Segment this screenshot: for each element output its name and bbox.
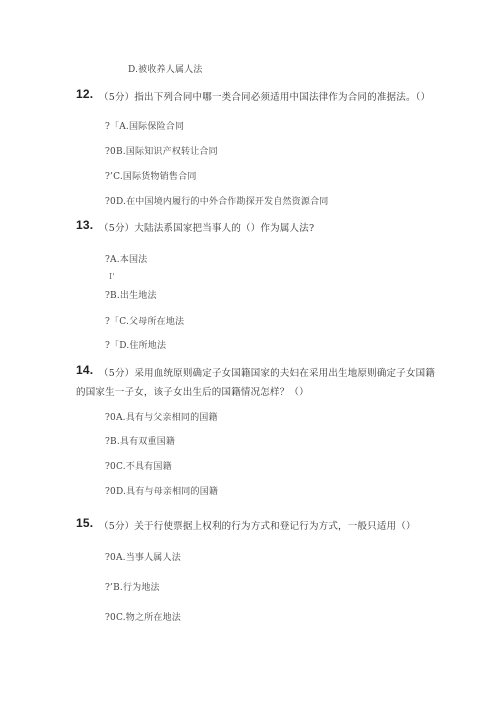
question-14-stem: （5分）采用血统原则确定子女国籍国家的夫妇在采用出生地原则确定子女国籍 bbox=[99, 368, 436, 379]
question-15-number: 15. bbox=[76, 516, 94, 530]
question-14-option-d[interactable]: ?0D.具有与母亲相同的国籍 bbox=[105, 487, 219, 497]
question-12-number: 12. bbox=[76, 87, 94, 101]
question-15-option-c[interactable]: ?0C.物之所在地法 bbox=[105, 613, 181, 623]
question-12-option-a[interactable]: ?「A.国际保险合同 bbox=[105, 122, 185, 132]
question-13-option-d[interactable]: ?「D.住所地法 bbox=[105, 341, 167, 351]
question-13-number: 13. bbox=[76, 218, 94, 232]
question-12-option-b[interactable]: ?0B.国际知识产权转让合同 bbox=[105, 147, 218, 157]
question-14-number: 14. bbox=[76, 363, 94, 377]
question-13-option-b[interactable]: ?B.出生地法 bbox=[105, 291, 157, 301]
question-13-stem: （5分）大陆法系国家把当事人的（）作为属人法? bbox=[99, 223, 315, 234]
question-14-option-c[interactable]: ?0C.不具有国籍 bbox=[105, 462, 172, 472]
question-15-option-b[interactable]: ?’B.行为地法 bbox=[105, 583, 160, 593]
question-15-option-a[interactable]: ?0A.当事人属人法 bbox=[105, 553, 181, 563]
question-12-option-c[interactable]: ?’C.国际货物销售合同 bbox=[105, 172, 197, 182]
question-14-option-b[interactable]: ?B.具有双重国籍 bbox=[105, 437, 176, 447]
question-12-option-d[interactable]: ?0D.在中国境内履行的中外合作勘探开发自然资源合同 bbox=[105, 197, 329, 207]
question-14-option-a[interactable]: ?0A.具有与父亲相同的国籍 bbox=[105, 413, 218, 423]
question-14-stem-continued: 的国家生一子女，该子女出生后的国籍情况怎样？（） bbox=[76, 387, 309, 398]
question-12-stem: （5分）指出下列合同中哪一类合同必须适用中国法律作为合同的准据法。（） bbox=[99, 92, 431, 103]
question-13-option-c[interactable]: ?「C.父母所在地法 bbox=[105, 317, 185, 327]
option-d-prev[interactable]: D.被收养人属人法 bbox=[128, 65, 203, 75]
stray-mark: I' bbox=[109, 272, 115, 281]
question-13-option-a[interactable]: ?A.本国法 bbox=[105, 255, 148, 265]
question-15-stem: （5分）关于行使票据上权利的行为方式和登记行为方式，一般只适用（） bbox=[99, 521, 416, 532]
